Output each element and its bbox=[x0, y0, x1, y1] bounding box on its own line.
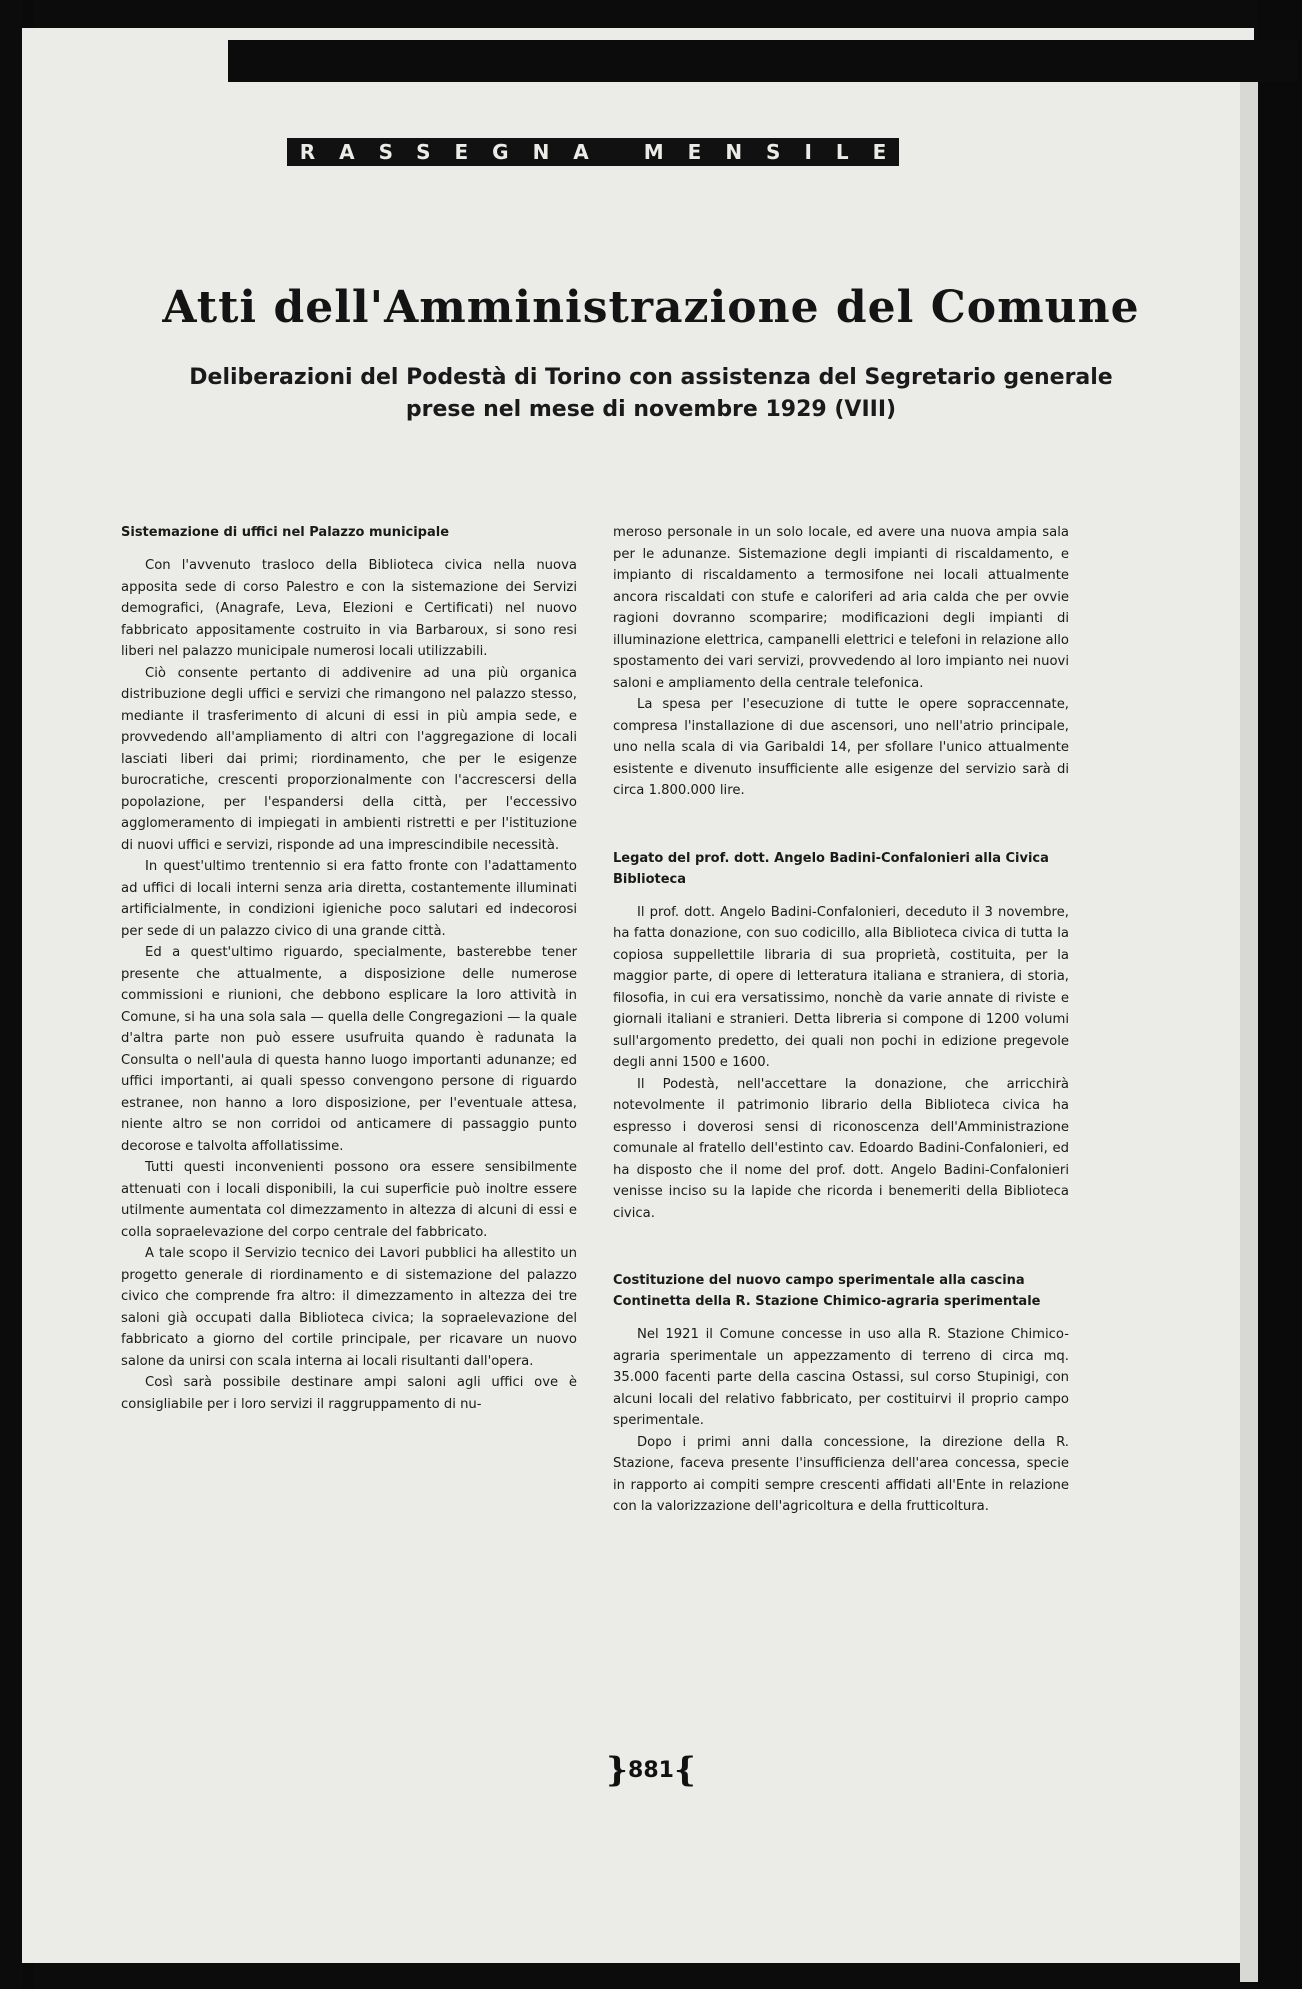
page-title: Atti dell'Amministrazione del Comune bbox=[162, 282, 1140, 333]
section-heading-legato: Legato del prof. dott. Angelo Badini-Confalonieri alla Civica Biblioteca bbox=[613, 850, 1049, 887]
page-subtitle bbox=[0, 362, 1302, 426]
paragraph: Tutti questi inconvenienti possono ora essere sensibilmente attenuati con i locali disponibili, la cui superficie può inoltre essere utilmente aumentata col dimezzamento in altezza di alcuni di essi e colla sopraelevazione del corpo centrale del fabbricato. bbox=[121, 1160, 577, 1240]
paragraph: Il Podestà, nell'accettare la donazione, che arricchirà notevolmente il patrimonio librario della Biblioteca civica ha espresso i doverosi sensi di riconoscenza dell'Amministrazione comunale al fratello dell'estinto cav. Edoardo Badini-Confalonieri, ed ha disposto che il nome del prof. dott. Angelo Badini-Confalonieri venisse inciso su la lapide che ricorda i benemeriti della Biblioteca civica. bbox=[613, 1076, 1069, 1221]
scan-top-border bbox=[228, 40, 1298, 82]
page-number bbox=[606, 1750, 696, 1790]
left-brace-icon: } bbox=[606, 1750, 629, 1790]
page-number-text: 881 bbox=[628, 1758, 674, 1783]
right-column bbox=[613, 522, 1069, 1518]
paragraph: La spesa per l'esecuzione di tutte le opere sopraccennate, compresa l'installazione di due ascensori, uno nell'atrio principale, uno nella scala di via Garibaldi 14, per sfollare l'unico attualmente esistente e divenuto insufficiente alle esigenze del servizio sarà di circa 1.800.000 lire. bbox=[613, 697, 1069, 798]
paragraph: Con l'avvenuto trasloco della Biblioteca civica nella nuova apposita sede di corso Palestro e con la sistemazione dei Servizi demografici, (Anagrafe, Leva, Elezioni e Certificati) nel nuovo fabbricato appositamente costruito in via Barbaroux, si sono resi liberi nel palazzo municipale numerosi locali utilizzabili. bbox=[121, 558, 577, 659]
paragraph: In quest'ultimo trentennio si era fatto fronte con l'adattamento ad uffici di locali interni senza aria diretta, costantemente illuminati artificialmente, in condizioni igieniche poco salutari ed indecorosi per sede di un palazzo civico di una grande città. bbox=[121, 859, 577, 939]
paragraph: meroso personale in un solo locale, ed avere una nuova ampia sala per le adunanze. Sistemazione degli impianti di riscaldamento, e impianto di riscaldamento a termosifone nei locali attualmente ancora riscaldati con stufe e caloriferi ad aria calda che per ovvie ragioni dovranno scomparire; modificazioni degli impianti di illuminazione elettrica, campanelli elettrici e telefoni in relazione allo spostamento dei vari servizi, provvedendo al loro impianto nei nuovi saloni e ampliamento della centrale telefonica. bbox=[613, 525, 1069, 691]
left-column bbox=[121, 522, 577, 1415]
subtitle-line-2: prese nel mese di novembre 1929 (VIII) bbox=[405, 397, 897, 422]
paragraph: Ed a quest'ultimo riguardo, specialmente, basterebbe tener presente che attualmente, a disposizione delle numerose commissioni e riunioni, che debbono esplicare la loro attività in Comune, si ha una sola sala — quella delle Congregazioni — la quale d'altra parte non può essere usufruita quando è radunata la Consulta o nell'aula di questa hanno luogo importanti adunanze; ed uffici importanti, ai quali spesso convengono persone di riguardo estranee, non hanno a loro disposizione, per l'eventuale attesa, niente altro se non corridoi od anticamere di passaggio punto decorose e talvolta affollatissime. bbox=[121, 945, 577, 1154]
paragraph: Nel 1921 il Comune concesse in uso alla R. Stazione Chimico-agraria sperimentale un appezzamento di terreno di circa mq. 35.000 facenti parte della cascina Ostassi, sul corso Stupinigi, con alcuni locali del relativo fabbricato, per costituirvi il proprio campo sperimentale. bbox=[613, 1327, 1069, 1428]
journal-banner bbox=[287, 138, 911, 166]
paragraph: Ciò consente pertanto di addivenire ad una più organica distribuzione degli uffici e servizi che rimangono nel palazzo stesso, mediante il trasferimento di alcuni di essi in più ampia sede, e provvedendo all'ampliamento di altri con l'aggregazione di locali lasciati liberi dai primi; riordinamento, che per le esigenze burocratiche, crescenti proporzionalmente con l'accrescersi della popolazione, per l'espandersi della città, per l'eccessivo agglomeramento di impiegati in ambienti ristretti e per l'istituzione di nuovi uffici e servizi, risponde ad una imprescindibile necessità. bbox=[121, 665, 577, 853]
right-brace-icon: { bbox=[673, 1750, 696, 1790]
section-heading-uffici: Sistemazione di uffici nel Palazzo municipale bbox=[121, 525, 450, 540]
journal-banner-text: RASSEGNA MENSILE bbox=[299, 140, 911, 164]
subtitle-line-1: Deliberazioni del Podestà di Torino con assistenza del Segretario generale bbox=[189, 365, 1113, 390]
paragraph: Così sarà possibile destinare ampi saloni agli uffici ove è consigliabile per i loro servizi il raggruppamento di nu- bbox=[121, 1375, 577, 1412]
paragraph: Dopo i primi anni dalla concessione, la direzione della R. Stazione, faceva presente l'insufficienza dell'area concessa, specie in rapporto ai compiti sempre crescenti affidati all'Ente in relazione con la valorizzazione dell'agricoltura e della frutticoltura. bbox=[613, 1434, 1069, 1514]
paragraph: Il prof. dott. Angelo Badini-Confalonieri, deceduto il 3 novembre, ha fatta donazione, con suo codicillo, alla Biblioteca civica di tutta la copiosa suppellettile libraria di sua proprietà, costituita, per la maggior parte, di opere di letteratura italiana e straniera, di storia, filosofia, in cui era versatissimo, nonchè da varie annate di riviste e giornali italiani e stranieri. Detta libreria si compone di 1200 volumi sull'argomento predetto, dei quali non pochi in edizione pregevole degli anni 1500 e 1600. bbox=[613, 904, 1069, 1070]
paragraph: A tale scopo il Servizio tecnico dei Lavori pubblici ha allestito un progetto generale di riordinamento e di sistemazione del palazzo civico che comprende fra altro: il dimezzamento in altezza dei tre saloni già occupati dalla Biblioteca civica; la sopraelevazione del fabbricato a giorno del cortile principale, per ricavare un nuovo salone da unirsi con scala interna ai locali risultanti dall'opera. bbox=[121, 1246, 577, 1369]
section-heading-campo: Costituzione del nuovo campo sperimentale alla cascina Continetta della R. Stazione Chimico-agraria sperimentale bbox=[613, 1273, 1041, 1309]
